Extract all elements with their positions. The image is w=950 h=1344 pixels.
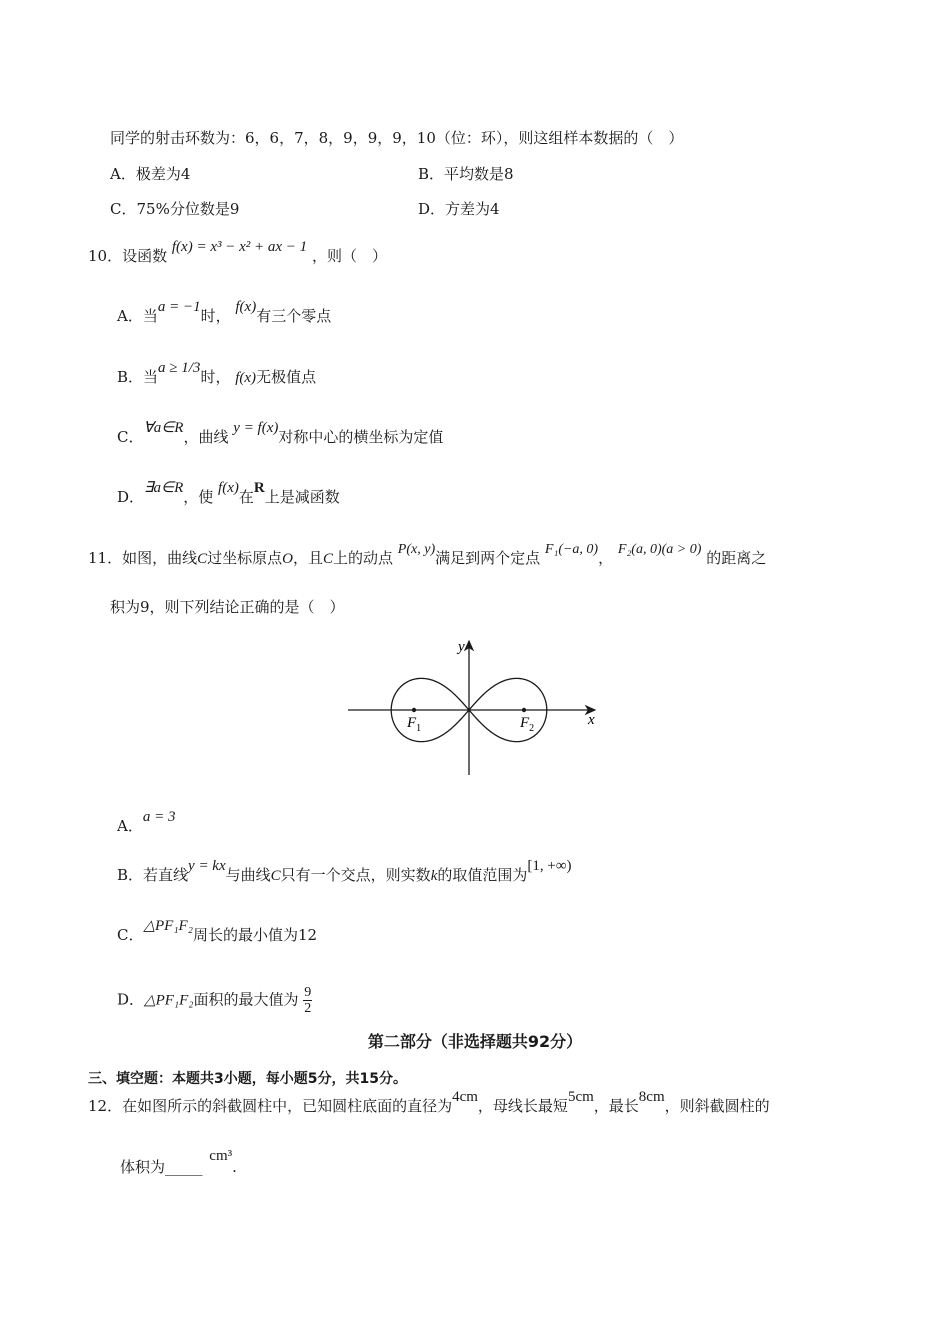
q11-option-c xyxy=(117,918,318,946)
lemniscate-figure xyxy=(340,635,610,780)
q11-b-prefix: B．若直线 xyxy=(117,866,189,884)
q11-d-fraction xyxy=(303,985,312,1016)
q9-stem: 同学的射击环数为：6，6，7，8，9，9，9，10（位：环），则这组样本数据的（ ） xyxy=(110,129,684,147)
q12-l1d: ，则斜截圆柱的 xyxy=(664,1097,770,1115)
q11-option-b xyxy=(117,858,572,886)
q9-option-c: C．75%分位数是9 xyxy=(110,200,240,218)
focus-f1-point xyxy=(412,708,416,712)
q10-d-r: R xyxy=(253,480,265,496)
q11-c1: C xyxy=(197,551,208,567)
q11-b-text: 与曲线 xyxy=(225,866,271,884)
q11-l1f: 的距离之 xyxy=(706,549,767,567)
q10-c-mid: ，曲线 xyxy=(183,428,229,446)
q11-stem-line2: 积为9，则下列结论正确的是（ ） xyxy=(110,598,345,616)
q10-option-a xyxy=(117,299,332,327)
q10-d-fx: f(x) xyxy=(218,480,239,496)
q10-a-text: 有三个零点 xyxy=(256,307,332,325)
q12-stem-line2 xyxy=(120,1148,237,1178)
q12-end: . xyxy=(232,1158,237,1176)
q12-unit: cm³ xyxy=(209,1148,233,1164)
q9-option-a: A．极差为4 xyxy=(110,165,191,183)
q10-c-prefix: C． xyxy=(117,428,144,446)
q11-b-math: y = kx xyxy=(188,858,226,874)
q10-b-mid: 时， xyxy=(200,368,231,386)
q11-f1: F₁(−a, 0) xyxy=(544,542,599,557)
q11-d-frac-den: 2 xyxy=(304,1001,312,1016)
q11-d-text: 面积的最大值为 xyxy=(193,990,299,1009)
q11-l1a: 11．如图，曲线 xyxy=(88,549,198,567)
q10-formula: f(x) = x³ − x² + ax − 1 xyxy=(171,239,308,255)
q11-b-text2: 只有一个交点，则实数 xyxy=(280,866,431,884)
q11-c-prefix: C． xyxy=(117,926,144,944)
part2-title: 第二部分（非选择题共92分） xyxy=(367,1032,583,1051)
q10-stem xyxy=(88,239,387,267)
q10-d-text2: 上是减函数 xyxy=(264,488,340,506)
q10-tail: ，则（ ） xyxy=(311,247,387,265)
q11-b-c: C xyxy=(270,868,281,884)
section-title: 三、填空题：本题共3小题，每小题5分，共15分。 xyxy=(88,1071,407,1087)
q10-c-fx: y = f(x) xyxy=(233,420,279,436)
q10-a-mid: 时， xyxy=(200,307,231,325)
q11-l1e: 满足到两个定点 xyxy=(435,549,541,567)
q11-option-d xyxy=(117,985,312,1016)
q11-l1c: ，且 xyxy=(292,549,323,567)
q12-stem-line1 xyxy=(88,1089,770,1117)
f1-sub: 1 xyxy=(416,723,422,734)
q10-d-cond: ∃a∈R xyxy=(144,480,184,496)
q10-b-text: 无极值点 xyxy=(256,368,317,386)
f2-sub: 2 xyxy=(529,723,535,734)
q10-option-c xyxy=(117,420,444,448)
q10-a-prefix: A．当 xyxy=(117,307,158,325)
q10-d-mid: ，使 xyxy=(183,488,214,506)
q10-option-d xyxy=(117,480,340,508)
q11-l1d: 上的动点 xyxy=(333,549,394,567)
f2-label xyxy=(519,715,534,734)
q9-option-b: B．平均数是8 xyxy=(418,165,514,183)
q11-a-math: a = 3 xyxy=(142,809,176,825)
f1-letter: F xyxy=(407,715,417,731)
q11-c-math: △PF₁F₂ xyxy=(143,918,193,934)
y-axis-label: y xyxy=(458,639,465,655)
q10-c-text: 对称中心的横坐标为定值 xyxy=(278,428,444,446)
q12-d: 4cm xyxy=(452,1089,478,1105)
q12-blank: 体积为_____ xyxy=(120,1158,203,1176)
f1-label xyxy=(406,715,421,734)
q11-d-prefix: D． xyxy=(117,990,145,1009)
q12-long: 8cm xyxy=(638,1089,665,1105)
q10-option-b xyxy=(117,360,317,388)
q10-number: 10．设函数 xyxy=(88,247,168,265)
q10-c-cond: ∀a∈R xyxy=(143,420,184,436)
q12-l1b: ，母线长最短 xyxy=(477,1097,568,1115)
q10-d-text: 在 xyxy=(238,488,254,506)
f2-letter: F xyxy=(520,715,530,731)
q11-c2: C xyxy=(322,551,333,567)
q11-b-k: k xyxy=(430,868,438,884)
q10-b-cond: a ≥ 1/3 xyxy=(158,360,201,376)
q11-f2: F₂(a, 0)(a > 0) xyxy=(617,542,702,557)
q11-a-prefix: A． xyxy=(117,817,143,835)
q11-l1b: 过坐标原点 xyxy=(207,549,283,567)
q12-short: 5cm xyxy=(567,1089,594,1105)
q12-l1c: ，最长 xyxy=(593,1097,639,1115)
q11-option-a xyxy=(117,809,176,837)
q11-d-math: △PF₁F₂ xyxy=(144,992,194,1009)
q11-p: P(x, y) xyxy=(397,542,436,557)
q11-d-frac-num: 9 xyxy=(304,985,312,1000)
q11-o: O xyxy=(282,551,293,567)
q11-b-text3: 的取值范围为 xyxy=(437,866,528,884)
q10-d-prefix: D． xyxy=(117,488,145,506)
q11-stem-line1: 11．如图，曲线C过坐标原点O，且C上的动点 P(x, y)满足到两个定点 F₁(−a, 0)， F₂(a, 0)(a > 0) 的距离之 xyxy=(88,542,767,567)
q10-b-prefix: B．当 xyxy=(117,368,159,386)
focus-f2-point xyxy=(522,708,526,712)
q9-option-d: D．方差为4 xyxy=(418,200,500,218)
q11-c-text: 周长的最小值为12 xyxy=(192,926,318,944)
q11-b-range: [1, +∞) xyxy=(527,858,572,874)
q10-b-fx: f(x) xyxy=(235,370,257,386)
q12-l1a: 12．在如图所示的斜截圆柱中，已知圆柱底面的直径为 xyxy=(88,1097,453,1115)
q10-a-cond: a = −1 xyxy=(157,299,201,315)
q10-a-fx: f(x) xyxy=(235,299,257,315)
x-axis-label: x xyxy=(588,712,595,728)
